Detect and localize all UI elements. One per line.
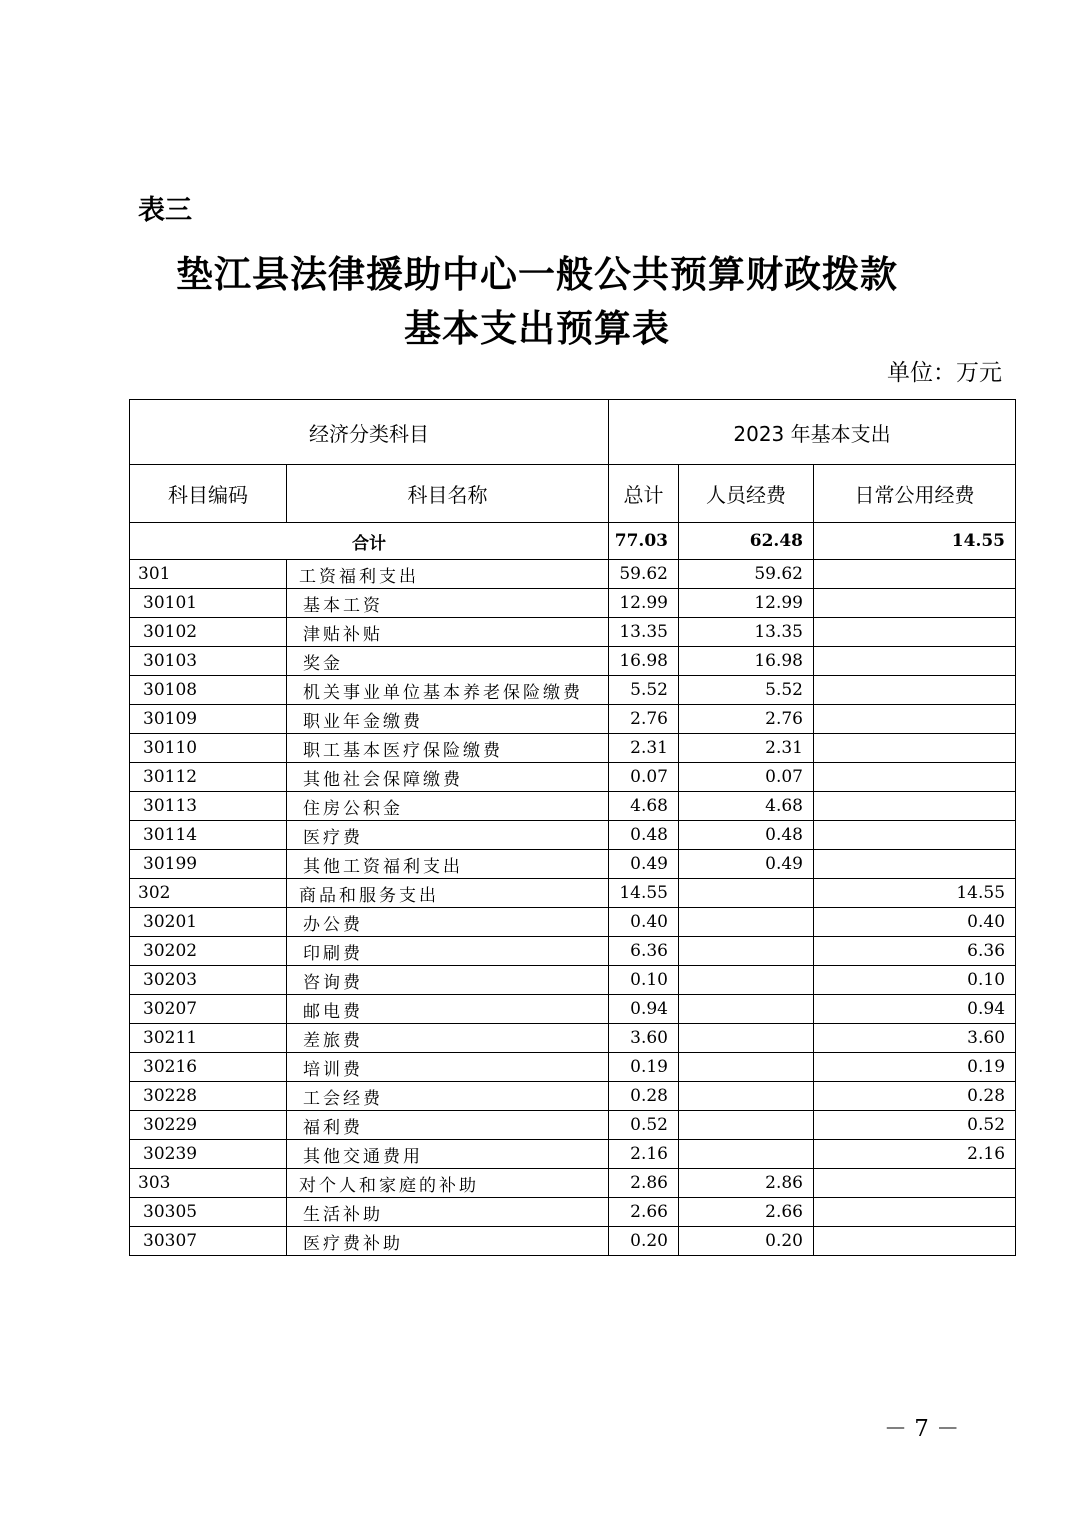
table-row [130,618,1016,647]
table-row [130,1198,1016,1227]
row-public: 3.60 [814,1024,1016,1053]
row-public: 6.36 [814,937,1016,966]
row-name: 津贴补贴 [287,618,609,647]
table-row [130,676,1016,705]
total-total: 77.03 [609,523,679,560]
row-personnel [679,1024,814,1053]
row-total: 2.76 [609,705,679,734]
row-name: 培训费 [287,1053,609,1082]
row-code: 301 [130,560,287,589]
row-name: 福利费 [287,1111,609,1140]
row-total: 0.20 [609,1227,679,1256]
row-personnel: 0.48 [679,821,814,850]
row-code: 30109 [130,705,287,734]
table-row [130,560,1016,589]
header-public: 日常公用经费 [814,465,1016,523]
row-total: 0.10 [609,966,679,995]
table-row [130,1082,1016,1111]
total-label: 合计 [130,523,609,560]
row-total: 0.52 [609,1111,679,1140]
row-name: 医疗费 [287,821,609,850]
table-row [130,705,1016,734]
row-public: 0.52 [814,1111,1016,1140]
row-code: 30239 [130,1140,287,1169]
row-personnel: 0.20 [679,1227,814,1256]
row-code: 30201 [130,908,287,937]
table-row [130,1024,1016,1053]
header-basic-expenditure-2023: 2023 年基本支出 [609,400,1016,465]
row-total: 12.99 [609,589,679,618]
row-public [814,1169,1016,1198]
row-public [814,618,1016,647]
row-total: 2.66 [609,1198,679,1227]
unit-label: 单位：万元 [887,360,1002,386]
row-total: 4.68 [609,792,679,821]
table-row [130,879,1016,908]
row-total: 6.36 [609,937,679,966]
row-public [814,850,1016,879]
row-personnel: 2.76 [679,705,814,734]
row-code: 30203 [130,966,287,995]
row-name: 基本工资 [287,589,609,618]
row-personnel: 12.99 [679,589,814,618]
table-row [130,1140,1016,1169]
row-personnel [679,1082,814,1111]
row-code: 30114 [130,821,287,850]
row-code: 30216 [130,1053,287,1082]
row-code: 30202 [130,937,287,966]
row-total: 5.52 [609,676,679,705]
row-name: 职工基本医疗保险缴费 [287,734,609,763]
row-public [814,676,1016,705]
table-row [130,1053,1016,1082]
total-row [130,523,1016,560]
document-title-line-1: 垫江县法律援助中心一般公共预算财政拨款 [176,253,898,296]
row-public: 0.19 [814,1053,1016,1082]
row-public: 2.16 [814,1140,1016,1169]
row-name: 医疗费补助 [287,1227,609,1256]
row-public [814,1198,1016,1227]
table-row [130,966,1016,995]
header-total: 总计 [609,465,679,523]
row-public [814,792,1016,821]
row-name: 其他社会保障缴费 [287,763,609,792]
row-public [814,734,1016,763]
table-row [130,589,1016,618]
table-row [130,734,1016,763]
table-row [130,1227,1016,1256]
row-code: 30103 [130,647,287,676]
table-row [130,995,1016,1024]
row-total: 13.35 [609,618,679,647]
row-personnel: 0.07 [679,763,814,792]
row-code: 30307 [130,1227,287,1256]
row-personnel: 2.66 [679,1198,814,1227]
row-code: 302 [130,879,287,908]
row-code: 30110 [130,734,287,763]
row-public: 0.94 [814,995,1016,1024]
row-name: 职业年金缴费 [287,705,609,734]
row-total: 3.60 [609,1024,679,1053]
table-row [130,821,1016,850]
document-title-line-2: 基本支出预算表 [404,307,670,350]
header-personnel: 人员经费 [679,465,814,523]
row-code: 30228 [130,1082,287,1111]
table-row [130,647,1016,676]
row-code: 30211 [130,1024,287,1053]
row-total: 0.40 [609,908,679,937]
row-name: 其他交通费用 [287,1140,609,1169]
row-public: 0.10 [814,966,1016,995]
budget-table [129,399,1016,1256]
header-code: 科目编码 [130,465,287,523]
row-code: 30305 [130,1198,287,1227]
row-code: 303 [130,1169,287,1198]
row-personnel [679,1111,814,1140]
row-total: 0.07 [609,763,679,792]
row-name: 印刷费 [287,937,609,966]
row-total: 2.86 [609,1169,679,1198]
row-personnel [679,995,814,1024]
row-name: 工资福利支出 [287,560,609,589]
row-personnel [679,908,814,937]
header-row-columns [130,465,1016,523]
row-personnel: 16.98 [679,647,814,676]
row-code: 30101 [130,589,287,618]
row-code: 30113 [130,792,287,821]
table-row [130,763,1016,792]
row-public: 0.40 [814,908,1016,937]
row-total: 2.31 [609,734,679,763]
row-total: 59.62 [609,560,679,589]
row-name: 对个人和家庭的补助 [287,1169,609,1198]
row-public: 14.55 [814,879,1016,908]
row-name: 商品和服务支出 [287,879,609,908]
row-code: 30108 [130,676,287,705]
row-public [814,1227,1016,1256]
header-name: 科目名称 [287,465,609,523]
row-code: 30229 [130,1111,287,1140]
row-personnel: 2.86 [679,1169,814,1198]
row-code: 30112 [130,763,287,792]
row-total: 2.16 [609,1140,679,1169]
row-code: 30102 [130,618,287,647]
row-name: 奖金 [287,647,609,676]
table-row [130,792,1016,821]
row-total: 14.55 [609,879,679,908]
row-personnel: 13.35 [679,618,814,647]
row-public [814,589,1016,618]
row-total: 0.28 [609,1082,679,1111]
row-code: 30199 [130,850,287,879]
header-economic-classification: 经济分类科目 [130,400,609,465]
total-personnel: 62.48 [679,523,814,560]
row-personnel: 2.31 [679,734,814,763]
row-personnel: 0.49 [679,850,814,879]
row-name: 咨询费 [287,966,609,995]
row-personnel [679,879,814,908]
row-name: 办公费 [287,908,609,937]
row-personnel [679,1053,814,1082]
row-personnel: 59.62 [679,560,814,589]
row-total: 0.19 [609,1053,679,1082]
row-public [814,821,1016,850]
row-personnel [679,966,814,995]
row-personnel [679,937,814,966]
page-number: － 7 － [884,1416,960,1442]
row-personnel: 4.68 [679,792,814,821]
table-row [130,850,1016,879]
row-total: 0.94 [609,995,679,1024]
header-row-group [130,400,1016,465]
total-public: 14.55 [814,523,1016,560]
table-row [130,937,1016,966]
row-name: 工会经费 [287,1082,609,1111]
row-public: 0.28 [814,1082,1016,1111]
row-public [814,560,1016,589]
table-row [130,1111,1016,1140]
row-public [814,705,1016,734]
row-name: 住房公积金 [287,792,609,821]
row-total: 0.49 [609,850,679,879]
row-personnel [679,1140,814,1169]
row-code: 30207 [130,995,287,1024]
row-name: 差旅费 [287,1024,609,1053]
row-total: 16.98 [609,647,679,676]
row-name: 其他工资福利支出 [287,850,609,879]
row-name: 机关事业单位基本养老保险缴费 [287,676,609,705]
row-name: 邮电费 [287,995,609,1024]
row-personnel: 5.52 [679,676,814,705]
table-row [130,1169,1016,1198]
table-row [130,908,1016,937]
table-label: 表三 [138,195,192,226]
row-total: 0.48 [609,821,679,850]
row-public [814,763,1016,792]
row-public [814,647,1016,676]
row-name: 生活补助 [287,1198,609,1227]
